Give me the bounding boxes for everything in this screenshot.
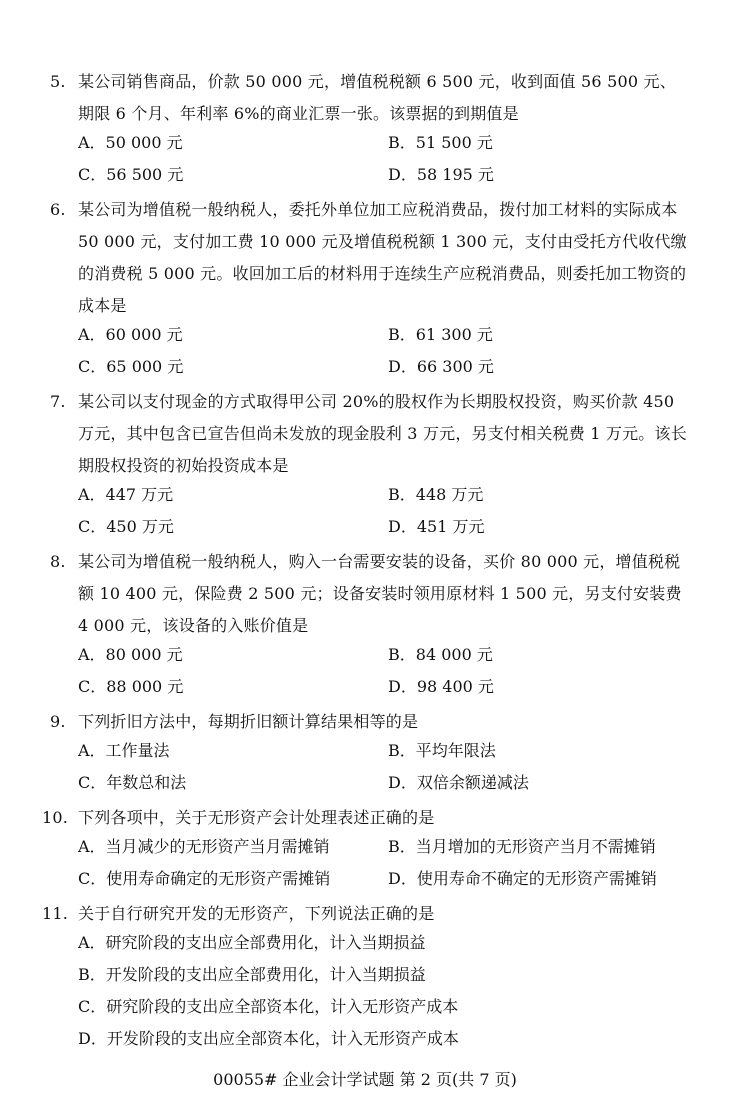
question-stem <box>42 802 690 834</box>
options-row <box>0 482 730 514</box>
options-row <box>0 354 730 386</box>
question-9 <box>50 706 690 738</box>
question-6 <box>50 194 690 322</box>
question-number: 9. <box>50 712 66 731</box>
question-8 <box>50 546 690 642</box>
option-c: C．使用寿命确定的无形资产需摊销 <box>78 869 331 888</box>
question-number: 6. <box>50 200 66 219</box>
option-c: C．450 万元 <box>78 517 174 536</box>
options-row <box>0 130 730 162</box>
options-row <box>0 962 730 994</box>
option-c: C．88 000 元 <box>78 677 184 696</box>
question-text: 某公司销售商品，价款 50 000 元，增值税税额 6 500 元，收到面值 56 500 元、期限 6 个月、年利率 6%的商业汇票一张。该票据的到期值是 <box>78 72 676 123</box>
option-b: B．84 000 元 <box>388 645 493 664</box>
question-stem <box>50 386 690 482</box>
question-text: 某公司为增值税一般纳税人，购入一台需要安装的设备，买价 80 000 元，增值税税额 10 400 元，保险费 2 500 元；设备安装时领用原材料 1 500 元，另支付安装费 4 000 元，该设备的入账价值是 <box>78 552 682 635</box>
option-d: D．98 400 元 <box>388 677 494 696</box>
option-a: A．工作量法 <box>78 741 170 760</box>
option-a: A．447 万元 <box>78 485 174 504</box>
option-b: B．开发阶段的支出应全部费用化，计入当期损益 <box>78 965 426 984</box>
option-b: B．448 万元 <box>388 485 484 504</box>
question-text: 下列各项中，关于无形资产会计处理表述正确的是 <box>78 808 435 827</box>
question-stem <box>50 546 690 642</box>
question-number: 8. <box>50 552 66 571</box>
option-c: C．年数总和法 <box>78 773 187 792</box>
options-row <box>0 1026 730 1058</box>
option-a: A．当月减少的无形资产当月需摊销 <box>78 837 330 856</box>
question-text: 关于自行研究开发的无形资产，下列说法正确的是 <box>78 904 435 923</box>
option-d: D．66 300 元 <box>388 357 494 376</box>
options-row <box>0 738 730 770</box>
options-row <box>0 514 730 546</box>
option-d: D．58 195 元 <box>388 165 494 184</box>
question-stem <box>50 706 690 738</box>
option-a: A．研究阶段的支出应全部费用化，计入当期损益 <box>78 933 426 952</box>
question-stem <box>50 66 690 130</box>
question-5 <box>50 66 690 130</box>
option-b: B．当月增加的无形资产当月不需摊销 <box>388 837 656 856</box>
option-d: D．使用寿命不确定的无形资产需摊销 <box>388 869 657 888</box>
option-b: B．61 300 元 <box>388 325 493 344</box>
option-d: D．451 万元 <box>388 517 485 536</box>
option-b: B．51 500 元 <box>388 133 493 152</box>
option-a: A．80 000 元 <box>78 645 183 664</box>
option-b: B．平均年限法 <box>388 741 496 760</box>
question-text: 某公司为增值税一般纳税人，委托外单位加工应税消费品，拨付加工材料的实际成本 50 000 元，支付加工费 10 000 元及增值税税额 1 300 元，支付由受托方代收代缴的消费税 5 000 元。收回加工后的材料用于连续生产应税消费品，则委托加工物资的成本是 <box>78 200 687 315</box>
question-number: 10. <box>42 808 69 827</box>
question-11 <box>42 898 690 930</box>
option-c: C．研究阶段的支出应全部资本化，计入无形资产成本 <box>78 997 459 1016</box>
question-number: 5. <box>50 72 66 91</box>
options-row <box>0 994 730 1026</box>
question-number: 11. <box>42 904 69 923</box>
options-row <box>0 770 730 802</box>
question-10 <box>42 802 690 834</box>
options-row <box>0 322 730 354</box>
options-row <box>0 642 730 674</box>
question-text: 某公司以支付现金的方式取得甲公司 20%的股权作为长期股权投资，购买价款 450 万元，其中包含已宣告但尚未发放的现金股利 3 万元，另支付相关税费 1 万元。该长期股权投资的初始投资成本是 <box>78 392 687 475</box>
option-d: D．开发阶段的支出应全部资本化，计入无形资产成本 <box>78 1029 459 1048</box>
options-row <box>0 930 730 962</box>
option-c: C．56 500 元 <box>78 165 184 184</box>
options-row <box>0 866 730 898</box>
question-stem <box>50 194 690 322</box>
question-stem <box>42 898 690 930</box>
options-row <box>0 834 730 866</box>
question-number: 7. <box>50 392 66 411</box>
page-footer: 00055# 企业会计学试题 第 2 页(共 7 页) <box>213 1070 517 1089</box>
option-a: A．50 000 元 <box>78 133 183 152</box>
option-a: A．60 000 元 <box>78 325 183 344</box>
question-text: 下列折旧方法中，每期折旧额计算结果相等的是 <box>78 712 419 731</box>
question-7 <box>50 386 690 482</box>
options-row <box>0 162 730 194</box>
options-row <box>0 674 730 706</box>
option-c: C．65 000 元 <box>78 357 184 376</box>
option-d: D．双倍余额递减法 <box>388 773 529 792</box>
